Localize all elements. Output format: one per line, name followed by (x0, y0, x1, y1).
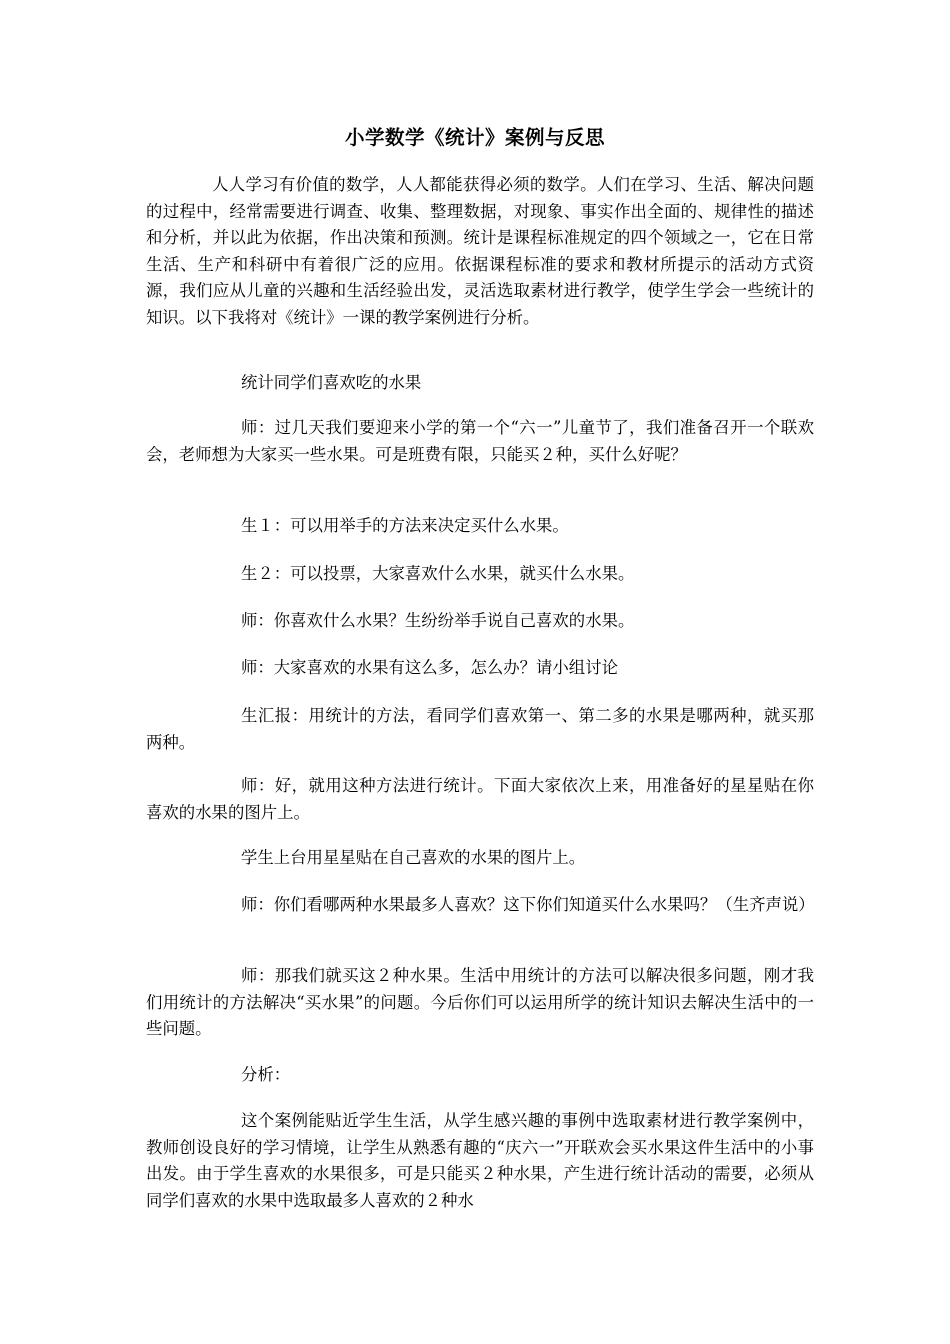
intro-paragraph: 人人学习有价值的数学，人人都能获得必须的数学。人们在学习、生活、解决问题的过程中，经常需要进行调查、收集、整理数据，对现象、事实作出全面的、规律性的描述和分析，并以此为依据，作出决策和预测。统计是课程标准规定的四个领域之一，它在日常生活、生产和科研中有着很广泛的应用。依据课程标准的要求和教材所提示的活动方式资源，我们应从儿童的兴趣和生活经验出发，灵活选取素材进行教学，使学生学会一些统计的知识。以下我将对《统计》一课的教学案例进行分析。 (146, 175, 814, 327)
case-heading: 统计同学们喜欢吃的水果 (241, 373, 422, 392)
teacher-paragraph-2: 师：你喜欢什么水果？生纷纷举手说自己喜欢的水果。 (241, 611, 635, 630)
analysis-heading: 分析： (241, 1065, 291, 1084)
teacher-paragraph-3: 师：大家喜欢的水果有这么多，怎么办？请小组讨论 (241, 658, 618, 677)
student-paragraph-1: 生１：可以用举手的方法来决定买什么水果。 (241, 516, 569, 535)
analysis-paragraph: 这个案例能贴近学生生活，从学生感兴趣的事例中选取素材进行教学案例中，教师创设良好的学习情境，让学生从熟悉有趣的“庆六一”开联欢会买水果这件生活中的小事出发。由于学生喜欢的水果很多，可是只能买２种水果，产生进行统计活动的需要，必须从同学们喜欢的水果中选取最多人喜欢的２种水 (146, 1111, 814, 1210)
teacher-paragraph-4: 师：好，就用这种方法进行统计。下面大家依次上来，用准备好的星星贴在你喜欢的水果的图片上。 (146, 776, 814, 822)
teacher-paragraph-6: 师：那我们就买这２种水果。生活中用统计的方法可以解决很多问题，刚才我们用统计的方法解决“买水果”的问题。今后你们可以运用所学的统计知识去解决生活中的一些问题。 (146, 966, 814, 1038)
student-report-paragraph: 生汇报：用统计的方法，看同学们喜欢第一、第二多的水果是哪两种，就买那两种。 (146, 706, 814, 752)
document-title: 小学数学《统计》案例与反思 (344, 126, 605, 149)
teacher-paragraph-1: 师：过几天我们要迎来小学的第一个“六一”儿童节了，我们准备召开一个联欢会，老师想为大家买一些水果。可是班费有限，只能买２种，买什么好呢？ (146, 418, 814, 464)
student-action-paragraph: 学生上台用星星贴在自己喜欢的水果的图片上。 (241, 848, 586, 867)
teacher-paragraph-5: 师：你们看哪两种水果最多人喜欢？这下你们知道买什么水果吗？（生齐声说） (241, 895, 815, 914)
student-paragraph-2: 生２：可以投票，大家喜欢什么水果，就买什么水果。 (241, 564, 635, 583)
